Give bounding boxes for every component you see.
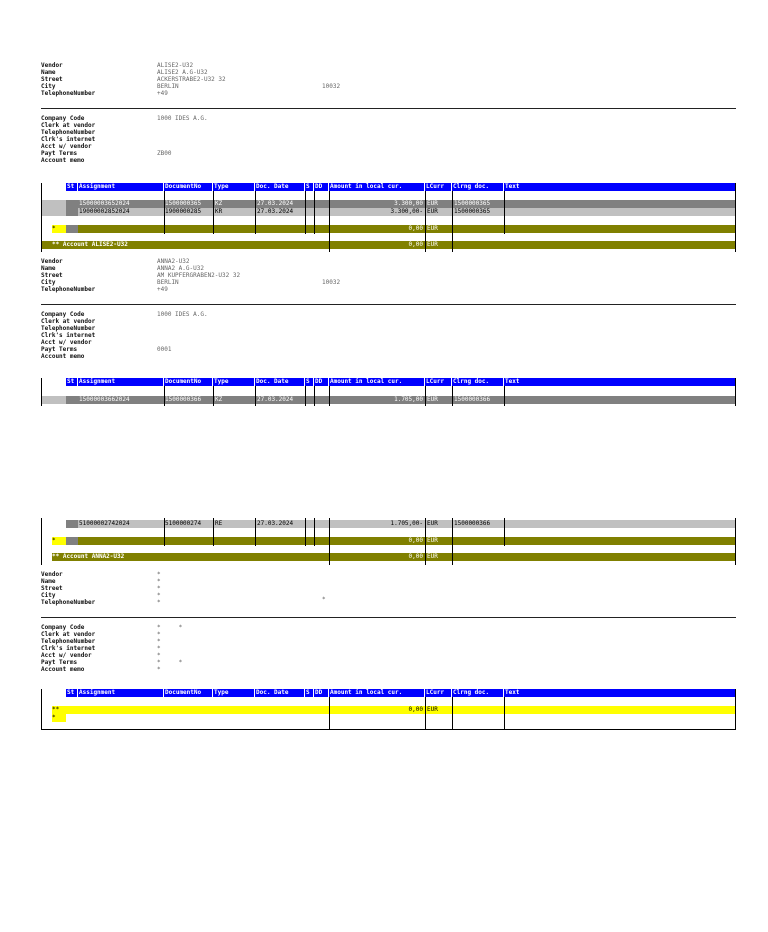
col-clrng: Clrng doc. [452, 689, 504, 697]
label-clerk: Clerk at vendor [41, 631, 96, 638]
account-total-label: ** Account ANNA2-U32 [52, 553, 125, 560]
label-name: Name [41, 69, 56, 76]
col-type: Type [213, 689, 255, 697]
value-name: * [157, 578, 161, 585]
cell-amount: 1.705,00- [390, 520, 423, 527]
value-street: * [157, 585, 161, 592]
cell-curr: EUR [427, 396, 438, 403]
col-s: S [305, 689, 314, 697]
subtotal-mark: * [52, 225, 66, 233]
label-clerk: Clerk at vendor [41, 318, 96, 325]
value-name: ANNA2 A.G-U32 [157, 265, 204, 272]
value-company-code: * * [157, 624, 183, 631]
account-total-row [41, 553, 736, 561]
label-payt-terms: Payt Terms [41, 659, 78, 666]
label-vendor: Vendor [41, 62, 63, 69]
value-city: BERLIN [157, 279, 179, 286]
value-telephone: * [157, 638, 161, 645]
col-docdate: Doc. Date [255, 378, 305, 386]
label-clerk-internet: Clrk's internet [41, 136, 96, 143]
cell-amount: 3.300,00- [390, 208, 423, 215]
label-company-code: Company Code [41, 624, 85, 631]
line-items-table-3 [41, 689, 736, 730]
label-payt-terms: Payt Terms [41, 150, 78, 157]
label-acct: Acct w/ vendor [41, 652, 92, 659]
value-name: ALISE2 A.G-U32 [157, 69, 208, 76]
table-row [41, 396, 736, 404]
divider [41, 617, 736, 618]
cell-curr: EUR [427, 200, 438, 207]
value-postal-code: 10032 [322, 279, 341, 286]
grand-total-mark: ** [52, 706, 60, 713]
value-payt-terms: ZB00 [157, 150, 172, 157]
grand-total-row [41, 706, 736, 714]
col-docdate: Doc. Date [255, 183, 305, 191]
label-vendor: Vendor [41, 258, 63, 265]
table-row [41, 200, 736, 208]
cell-date: 27.03.2024 [257, 208, 294, 215]
col-amount: Amount in local cur. [329, 689, 425, 697]
col-s: S [305, 378, 314, 386]
label-clerk: Clerk at vendor [41, 122, 96, 129]
cell-clrng: 1500000366 [454, 520, 491, 527]
col-lcurr: LCurr [425, 378, 452, 386]
col-docno: DocumentNo [164, 183, 213, 191]
cell-date: 27.03.2024 [257, 520, 294, 527]
table-row [41, 520, 736, 528]
col-assignment: Assignment [78, 689, 164, 697]
label-company-code: Company Code [41, 311, 85, 318]
value-street: ACKERSTRABE2-U32 32 [157, 76, 226, 83]
label-clerk-internet: Clrk's internet [41, 645, 96, 652]
table-header [41, 378, 736, 386]
line-items-table-2b [41, 518, 736, 565]
subtotal-mark: * [52, 537, 66, 545]
col-st: St [66, 183, 78, 191]
cell-amount: 3.300,00 [394, 200, 423, 207]
col-assignment: Assignment [78, 183, 164, 191]
value-payt-terms: 0001 [157, 346, 172, 353]
col-text: Text [505, 689, 520, 696]
cell-assignment: 51000002742024 [79, 520, 130, 527]
col-s: S [305, 183, 314, 191]
cell-clrng: 1500000366 [454, 396, 491, 403]
value-clerk-internet: * [157, 645, 161, 652]
label-account-memo: Account memo [41, 666, 85, 673]
value-vendor: * [157, 571, 161, 578]
cell-curr: EUR [427, 520, 438, 527]
label-telephone: TelephoneNumber [41, 325, 96, 332]
value-vendor: ANNA2-U32 [157, 258, 190, 265]
label-city: City [41, 592, 56, 599]
grand-total-amount: 0,00 [408, 706, 423, 713]
cell-type: RE [215, 520, 223, 527]
cell-docno: 1500000365 [165, 200, 202, 207]
col-dd: DD [314, 183, 329, 191]
cell-date: 27.03.2024 [257, 200, 294, 207]
cell-type: KR [215, 208, 223, 215]
value-telephone: * [157, 599, 161, 606]
line-items-table-1 [41, 183, 736, 252]
col-docno: DocumentNo [164, 378, 213, 386]
value-company-code: 1000 IDES A.G. [157, 311, 208, 318]
col-dd: DD [314, 689, 329, 697]
col-docno: DocumentNo [164, 689, 213, 697]
col-clrng: Clrng doc. [452, 183, 504, 191]
col-amount: Amount in local cur. [329, 378, 425, 386]
table-header [41, 183, 736, 191]
label-street: Street [41, 76, 63, 83]
value-acct: * [157, 652, 161, 659]
label-company-code: Company Code [41, 115, 85, 122]
col-st: St [66, 378, 78, 386]
label-vendor: Vendor [41, 571, 63, 578]
account-total-curr: EUR [427, 553, 438, 560]
value-payt-terms: * * [157, 659, 183, 666]
label-street: Street [41, 585, 63, 592]
cell-clrng: 1500000365 [454, 208, 491, 215]
col-amount: Amount in local cur. [329, 183, 425, 191]
label-telephone: TelephoneNumber [41, 286, 96, 293]
col-dd: DD [314, 378, 329, 386]
cell-assignment: 19000002852024 [79, 208, 130, 215]
col-type: Type [213, 378, 255, 386]
value-company-code: 1000 IDES A.G. [157, 115, 208, 122]
account-total-amount: 0,00 [408, 241, 423, 248]
label-clerk-internet: Clrk's internet [41, 332, 96, 339]
cell-assignment: 15000003662024 [79, 396, 130, 403]
value-city: BERLIN [157, 83, 179, 90]
cell-clrng: 1500000365 [454, 200, 491, 207]
value-vendor: ALISE2-U32 [157, 62, 194, 69]
col-text: Text [505, 183, 520, 190]
label-name: Name [41, 578, 56, 585]
cell-amount: 1.705,00 [394, 396, 423, 403]
account-total-label: ** Account ALISE2-U32 [52, 241, 128, 248]
subtotal-amount: 0,00 [408, 225, 423, 232]
value-account-memo: * [157, 666, 161, 673]
subtotal-row [41, 225, 736, 233]
label-city: City [41, 83, 56, 90]
subtotal-row [41, 537, 736, 545]
label-telephone: TelephoneNumber [41, 90, 96, 97]
cell-docno: 1900000285 [165, 208, 202, 215]
cell-type: KZ [215, 200, 223, 207]
divider [41, 304, 736, 305]
col-lcurr: LCurr [425, 183, 452, 191]
label-street: Street [41, 272, 63, 279]
grand-total-curr: EUR [427, 706, 438, 713]
label-telephone: TelephoneNumber [41, 638, 96, 645]
label-account-memo: Account memo [41, 157, 85, 164]
label-acct: Acct w/ vendor [41, 143, 92, 150]
value-telephone: +49 [157, 90, 168, 97]
col-st: St [66, 689, 78, 697]
value-clerk: * [157, 631, 161, 638]
col-text: Text [505, 378, 520, 385]
label-name: Name [41, 265, 56, 272]
cell-date: 27.03.2024 [257, 396, 294, 403]
cell-type: KZ [215, 396, 223, 403]
col-docdate: Doc. Date [255, 689, 305, 697]
label-acct: Acct w/ vendor [41, 339, 92, 346]
subtotal-amount: 0,00 [408, 537, 423, 544]
cell-docno: 5100000274 [165, 520, 202, 527]
value-postal-code: * [322, 596, 326, 603]
label-account-memo: Account memo [41, 353, 85, 360]
col-type: Type [213, 183, 255, 191]
value-street: AM KUPFERGRABEN2-U32 32 [157, 272, 241, 279]
value-postal-code: 10032 [322, 83, 341, 90]
label-telephone: TelephoneNumber [41, 599, 96, 606]
col-lcurr: LCurr [425, 689, 452, 697]
col-clrng: Clrng doc. [452, 378, 504, 386]
account-total-row [41, 241, 736, 249]
table-header [41, 689, 736, 697]
subtotal-curr: EUR [427, 537, 438, 544]
line-items-table-2a [41, 378, 736, 406]
table-row [41, 208, 736, 216]
cell-curr: EUR [427, 208, 438, 215]
cell-assignment: 15000003652024 [79, 200, 130, 207]
divider [41, 108, 736, 109]
label-telephone: TelephoneNumber [41, 129, 96, 136]
grand-total-mark-2: * [52, 714, 66, 722]
account-total-amount: 0,00 [408, 553, 423, 560]
col-assignment: Assignment [78, 378, 164, 386]
cell-docno: 1500000366 [165, 396, 202, 403]
grand-total-row-2 [41, 714, 66, 722]
subtotal-curr: EUR [427, 225, 438, 232]
value-city: * [157, 592, 161, 599]
label-payt-terms: Payt Terms [41, 346, 78, 353]
value-telephone: +49 [157, 286, 168, 293]
account-total-curr: EUR [427, 241, 438, 248]
label-city: City [41, 279, 56, 286]
